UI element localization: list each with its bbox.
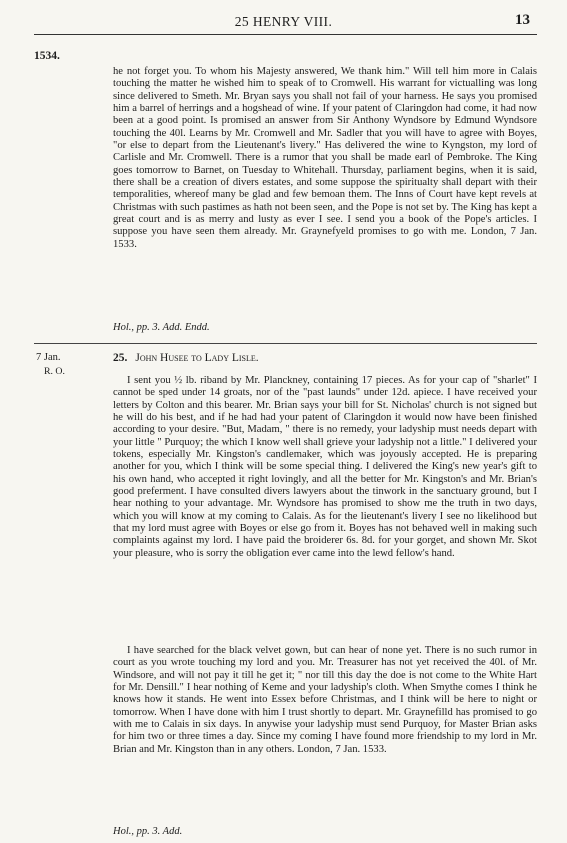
margin-year: 1534. <box>34 50 60 62</box>
letter-paragraph-2: I have searched for the black velvet gown, but can hear of none yet. There is no such rumor in court as you wrote touching my lord and you. Mr. Treasurer has not yet received the 40l. of Mr. Windsore, and will not pay it till he get it; " nor till this day the doe is not come to the White Hart for Mr. Densill." I hear nothing of Keme and your ladyship's cloth. When Smythe comes I think he knows how it stands. He went into Essex before Christmas, and I think will be here to night or tomorrow. When I have done with him I trust shortly to depart. Mr. Graynefilld has promised to go with me to Calais in six days. In anywise your ladyship must send Purquoy, for Master Brian asks for him two or three times a day. Since my coming I have found more friendship to my lord in Mr. Brian and Mr. Kingston than in any others. London, 7 Jan. 1533. <box>113 645 537 755</box>
section-divider <box>34 343 537 344</box>
letter-paragraph-1: I sent you ½ lb. riband by Mr. Planckney, containing 17 pieces. As for your cap of "sharlet" I cannot be sped under 14 groats, nor of the "past launds" under 12d. apiece. I have received your letters by Colton and this bearer. Mr. Brian says your bill for St. Nicholas' church is not signed but he will do his best, and if he had had your patent of Claringdon it would now have been finished according to your desire. "But, Madam, " there is no remedy, your ladyship must needs depart with your little " Purquoy; the which I know well shall grieve your ladyship not a little." I delivered your tokens, especially Mr. Kingston's candlemaker, which was joyously accepted. He is preparing another for you, which I think will be some special thing. I delivered the King's new year's gift to his own hand, who accepted it right lovingly, and all the better for Mr. Kingston's and Mr. Brian's good preferment. I have consulted divers lawyers about the tinwork in the sanctuary ground, but I hear nothing to your advantage. Mr. Wyndsore has promised to show me the truth in two days, which you will know at my coming to Calais. As for the lieutenant's livery I see no likelihood but that my lord must agree with Boyes or else go from it. Boyes has not behaved well in making such complaints against my lord. I have paid the broiderer 6s. 8d. for your gorget, and shown Mr. Skot your pleasure, who is sorry the obligation ever came into the lewd fellow's hand. <box>113 375 537 559</box>
margin-date: 7 Jan. <box>36 352 61 363</box>
continued-letter-paragraph: he not forget you. To whom his Majesty answered, We thank him." Will tell him more in Calais touching the matter he wished him to speak of to Cromwell. His warrant for victualling was long since delivered to Smeth. Mr. Bryan says you shall not fail of your harness. He says you promised him a barrel of herrings and a hogshead of wine. If your patent of Claringdon had come, it had now been at a good point. Is promised an answer from Sir Anthony Wyndsore by Edmund Wyndsore touching the 40l. Learns by Mr. Cromwell and Mr. Sadler that you will have to agree with Boyes, "or else to depart from the Lieutenant's livery." Has delivered the wine to Kyngston, my lord of Carlisle and Mr. Cromwell. There is a rumor that you shall be made earl of Pembroke. The King goes tomorrow to Barnet, on Tuesday to Whitehall. Thursday, parliament begins, when it is said, there shall be a creation of divers estates, and some suppose the spiritualty shall depart with their temporalities, whereof many be glad and few bemoan them. The Inns of Court have kept revels at Christmas with such pastimes as hath not been seen, and the Pope is not set by. The King has kept a great court and is as merry and lusty as ever I see. I send you a book of the Pope's articles. I suppose you have seen them already. Mr. Graynefyeld promises to go with me. London, 7 Jan. 1533. <box>113 66 537 250</box>
entry-title: John Husee to Lady Lisle. <box>135 352 259 364</box>
letter-description-2: Hol., pp. 3. Add. <box>113 826 183 837</box>
margin-reference: R. O. <box>44 366 65 377</box>
entry-number: 25. <box>113 352 128 364</box>
page-number: 13 <box>515 12 530 28</box>
header-rule <box>34 34 537 35</box>
running-header: 25 HENRY VIII. <box>234 14 333 29</box>
entry-heading <box>113 352 259 364</box>
letter-description: Hol., pp. 3. Add. Endd. <box>113 322 210 333</box>
